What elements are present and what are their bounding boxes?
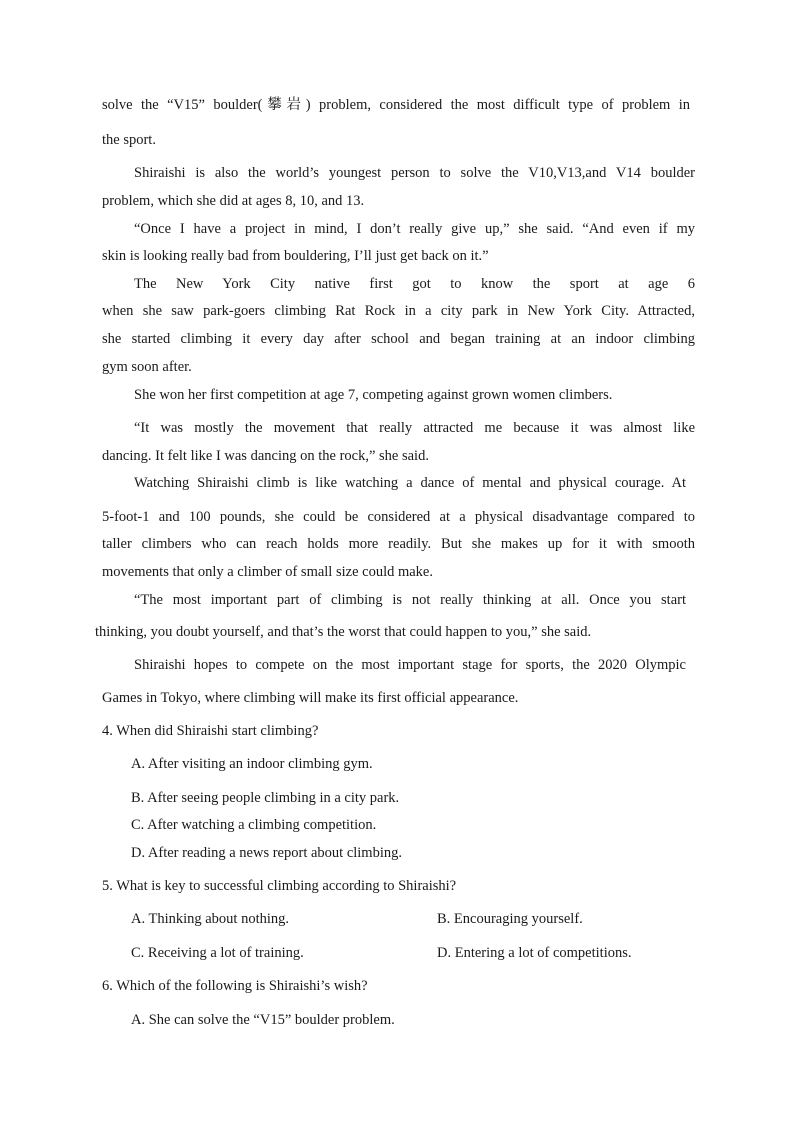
passage-line: gym soon after.	[102, 359, 192, 375]
passage-line: Shiraishi is also the world’s youngest person to solve the V10,V13,and V14 boulder	[134, 165, 695, 181]
answer-option: D. After reading a news report about climbing.	[131, 845, 402, 861]
passage-line: movements that only a climber of small size could make.	[102, 564, 433, 580]
passage-line: dancing. It felt like I was dancing on the rock,” she said.	[102, 448, 429, 464]
passage-line: Shiraishi hopes to compete on the most important stage for sports, the 2020 Olympic	[134, 657, 686, 673]
passage-line: “The most important part of climbing is not really thinking at all. Once you start	[134, 592, 686, 608]
passage-line: Watching Shiraishi climb is like watching a dance of mental and physical courage. At	[134, 475, 686, 491]
passage-line: when she saw park-goers climbing Rat Rock in a city park in New York City. Attracted,	[102, 303, 695, 319]
passage-line: The New York City native first got to know the sport at age 6	[134, 276, 695, 292]
passage-line: problem, which she did at ages 8, 10, and 13.	[102, 193, 365, 209]
passage-line: She won her first competition at age 7, competing against grown women climbers.	[134, 387, 613, 403]
answer-option: C. Receiving a lot of training.	[131, 945, 304, 961]
answer-option: D. Entering a lot of competitions.	[437, 945, 632, 961]
passage-line: “Once I have a project in mind, I don’t really give up,” she said. “And even if my	[134, 221, 695, 237]
question-stem: 6. Which of the following is Shiraishi’s wish?	[102, 978, 368, 994]
answer-option: A. After visiting an indoor climbing gym.	[131, 756, 373, 772]
passage-line: solve the “V15” boulder(攀岩) problem, considered the most difficult type of problem in	[102, 97, 690, 113]
passage-line: 5-foot-1 and 100 pounds, she could be considered at a physical disadvantage compared to	[102, 509, 695, 525]
question-stem: 5. What is key to successful climbing according to Shiraishi?	[102, 878, 457, 894]
passage-line: taller climbers who can reach holds more readily. But she makes up for it with smooth	[102, 536, 695, 552]
answer-option: C. After watching a climbing competition.	[131, 817, 377, 833]
passage-line: the sport.	[102, 132, 156, 148]
answer-option: A. Thinking about nothing.	[131, 911, 290, 927]
answer-option: B. After seeing people climbing in a city park.	[131, 790, 400, 806]
answer-option: B. Encouraging yourself.	[437, 911, 583, 927]
passage-line: “It was mostly the movement that really attracted me because it was almost like	[134, 420, 695, 436]
passage-line: skin is looking really bad from bouldering, I’ll just get back on it.”	[102, 248, 489, 264]
question-stem: 4. When did Shiraishi start climbing?	[102, 723, 319, 739]
answer-option: A. She can solve the “V15” boulder problem.	[131, 1012, 395, 1028]
passage-line: she started climbing it every day after school and began training at an indoor climbing	[102, 331, 695, 347]
passage-line: Games in Tokyo, where climbing will make its first official appearance.	[102, 690, 519, 706]
passage-line: thinking, you doubt yourself, and that’s the worst that could happen to you,” she said.	[95, 624, 592, 640]
